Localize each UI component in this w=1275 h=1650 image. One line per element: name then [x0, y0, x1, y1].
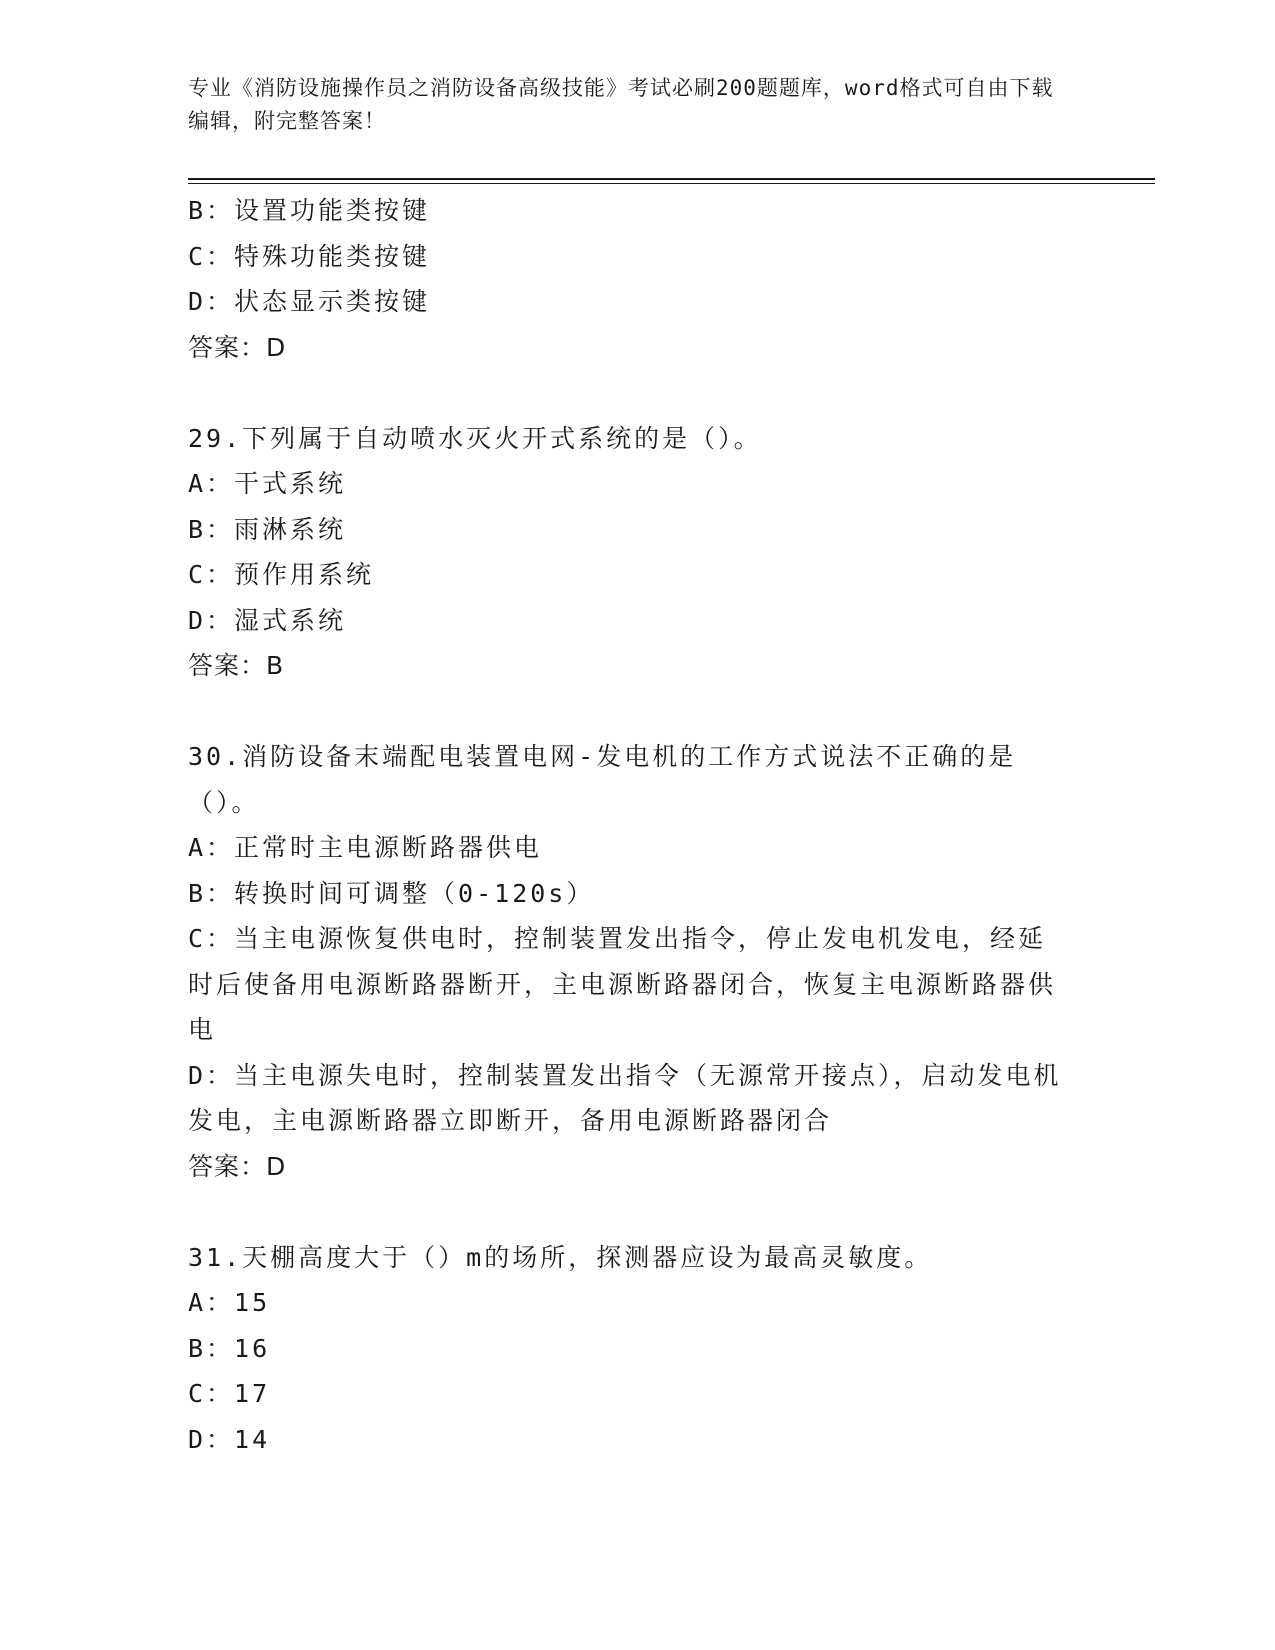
option-c: C：当主电源恢复供电时，控制装置发出指令，停止发电机发电，经延时后使备用电源断路器断开，主电源断路器闭合，恢复主电源断路器供电: [188, 924, 1057, 1044]
answer-line: 答案：B: [188, 651, 285, 680]
option-d: D：湿式系统: [188, 605, 347, 635]
document-header: 专业《消防设施操作员之消防设备高级技能》考试必刷200题题库，word格式可自由下载编辑，附完整答案！: [188, 76, 1054, 133]
option-b: B：雨淋系统: [188, 514, 347, 544]
option-d: D：状态显示类按键: [188, 287, 431, 316]
question-30: [188, 734, 1068, 1189]
question-stem: 30.消防设备末端配电装置电网-发电机的工作方式说法不正确的是（）。: [188, 742, 1017, 817]
question-stem: 31.天棚高度大于（）m的场所，探测器应设为最高灵敏度。: [188, 1242, 933, 1272]
option-d: D：当主电源失电时，控制装置发出指令（无源常开接点），启动发电机发电，主电源断路器立即断开，备用电源断路器闭合: [188, 1060, 1062, 1135]
option-d: D：14: [188, 1424, 271, 1454]
question-29: [188, 416, 1068, 689]
option-a: A：15: [188, 1288, 271, 1317]
question-31: [188, 1235, 1068, 1463]
answer-line: 答案：D: [188, 1151, 287, 1181]
header-divider-thin: [188, 183, 1155, 184]
question-28-tail: [188, 188, 1068, 370]
option-c: C：预作用系统: [188, 560, 375, 589]
answer-line: 答案：D: [188, 332, 287, 362]
option-c: C：17: [188, 1379, 271, 1408]
header-divider-thick: [188, 178, 1155, 180]
question-spacer: [188, 689, 1068, 735]
option-b: B：设置功能类按键: [188, 196, 431, 225]
question-list: [188, 188, 1068, 1462]
option-c: C：特殊功能类按键: [188, 241, 431, 271]
option-a: A：正常时主电源断路器供电: [188, 833, 543, 862]
option-b: B：转换时间可调整（0-120s）: [188, 878, 595, 908]
question-spacer: [188, 1189, 1068, 1235]
question-stem: 29.下列属于自动喷水灭火开式系统的是（）。: [188, 423, 762, 453]
option-a: A：干式系统: [188, 469, 347, 498]
option-b: B：16: [188, 1333, 271, 1363]
question-spacer: [188, 370, 1068, 416]
